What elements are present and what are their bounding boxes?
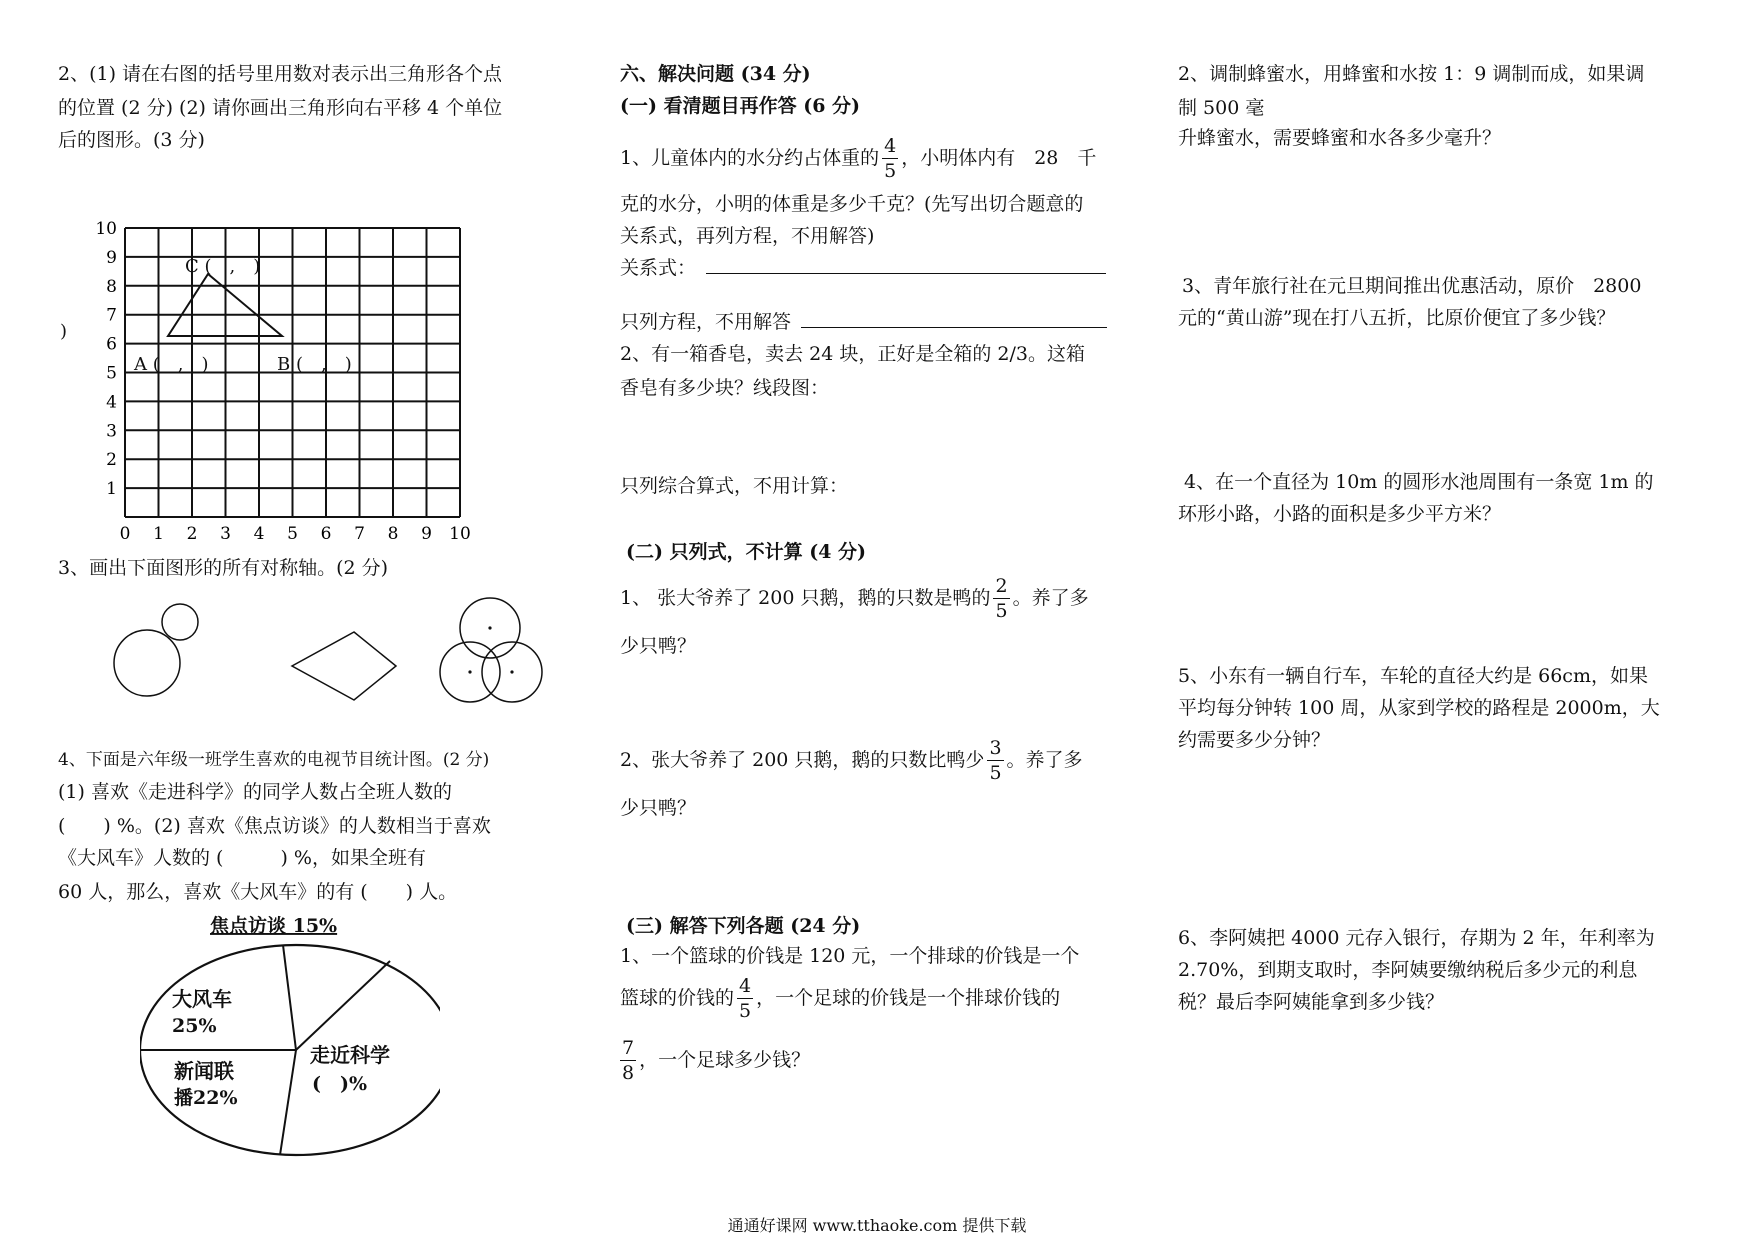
s2q2-line2: 少只鸭？ <box>620 797 697 819</box>
point-a-label: A ( , ) <box>134 354 209 375</box>
fraction-denominator: 5 <box>989 762 1002 784</box>
pie-divider <box>283 945 296 1050</box>
p1-equation <box>620 306 1107 338</box>
s2q1-line1 <box>620 568 1089 628</box>
center-dot <box>488 626 491 629</box>
y-tick-label: 1 <box>106 479 117 500</box>
x-tick-label: 4 <box>253 524 265 544</box>
pie-title: 焦点访谈 15% <box>210 915 338 937</box>
r2-line1: 2、调制蜂蜜水，用蜂蜜和水按 1：9 调制而成，如果调 <box>1178 63 1645 85</box>
s2q1-text-b: 。养了多 <box>1012 587 1089 609</box>
center-dot <box>510 670 513 673</box>
q4-line3: ( ) %。(2) 喜欢《焦点访谈》的人数相当于喜欢 <box>58 815 491 837</box>
fraction-4-5 <box>737 977 753 1021</box>
x-tick-label: 9 <box>421 524 432 544</box>
y-tick-label: 9 <box>106 247 117 268</box>
symmetry-figures <box>100 596 580 721</box>
large-circle <box>114 630 180 696</box>
s2q1-line2: 少只鸭？ <box>620 635 697 657</box>
slice-label: 25% <box>172 1015 217 1037</box>
equation-answer-line[interactable] <box>801 309 1107 328</box>
s3q1-text-d: ，一个足球多少钱？ <box>639 1049 811 1071</box>
side-mark: ) <box>60 321 68 342</box>
y-tick-label: 8 <box>106 276 117 297</box>
s3q1-line2 <box>620 968 1060 1028</box>
slice-label: 大风车 <box>172 987 232 1011</box>
fraction-3-5 <box>987 739 1003 783</box>
p2-line2: 香皂有多少块？线段图： <box>620 377 830 399</box>
y-tick-label: 6 <box>106 334 117 355</box>
q4-line5: 60 人，那么，喜欢《大风车》的有 ( ) 人。 <box>58 881 458 903</box>
r5-line2: 平均每分钟转 100 周，从家到学校的路程是 2000m，大 <box>1178 697 1660 719</box>
y-tick-label: 7 <box>106 305 117 326</box>
y-tick-label: 3 <box>106 421 117 442</box>
point-c-label: C ( , ) <box>185 256 261 277</box>
s2q2-line1 <box>620 730 1083 790</box>
relation-label: 关系式： <box>620 257 697 279</box>
y-tick-label: 5 <box>106 363 117 384</box>
pie-divider <box>296 961 390 1050</box>
fraction-numerator: 4 <box>884 135 897 157</box>
x-tick-label: 0 <box>119 524 131 544</box>
x-tick-label: 3 <box>220 524 231 544</box>
right-column <box>1178 0 1718 1240</box>
slice-label: ( )% <box>312 1073 368 1095</box>
y-tick-label: 4 <box>106 392 117 413</box>
s2q2-text-b: 。养了多 <box>1006 749 1083 771</box>
q4-line4: 《大风车》人数的 ( ) %，如果全班有 <box>58 847 426 869</box>
s3q1-line1: 1、一个篮球的价钱是 120 元，一个排球的价钱是一个 <box>620 945 1080 967</box>
p2-line3: 只列综合算式，不用计算： <box>620 475 849 497</box>
r5-line3: 约需要多少分钟？ <box>1178 729 1331 751</box>
r4-line1: 4、在一个直径为 10m 的圆形水池周围有一条宽 1m 的 <box>1184 471 1654 493</box>
r2-line3: 升蜂蜜水，需要蜂蜜和水各多少毫升？ <box>1178 127 1502 149</box>
y-tick-label: 10 <box>95 219 117 239</box>
s2q2-text-a: 2、张大爷养了 200 只鹅，鹅的只数比鸭少 <box>620 749 985 771</box>
s3q1-line3 <box>620 1030 810 1090</box>
x-tick-label: 2 <box>186 524 198 544</box>
fraction-denominator: 5 <box>995 600 1008 622</box>
slice-label: 播22% <box>174 1087 238 1109</box>
pie-divider <box>280 1050 296 1155</box>
point-b-label: B ( , ) <box>277 354 352 375</box>
r2-line2: 制 500 毫 <box>1178 97 1265 119</box>
fraction-denominator: 8 <box>622 1062 635 1084</box>
p1-line3: 关系式，再列方程，不用解答) <box>620 225 875 247</box>
x-tick-label: 1 <box>153 524 164 544</box>
middle-column <box>620 0 1160 1240</box>
r5-line1: 5、小东有一辆自行车，车轮的直径大约是 66cm，如果 <box>1178 665 1648 687</box>
q2-line2: 的位置 (2 分) (2) 请你画出三角形向右平移 4 个单位 <box>58 97 503 119</box>
p1-line1 <box>620 128 1096 188</box>
r6-line3: 税？最后李阿姨能拿到多少钱？ <box>1178 991 1445 1013</box>
q2-line1: 2、(1) 请在右图的括号里用数对表示出三角形各个点 <box>58 63 503 85</box>
subsection-3: (三) 解答下列各题 (24 分) <box>626 915 861 937</box>
slice-label: 走近科学 <box>310 1043 390 1067</box>
coordinate-grid <box>50 180 530 560</box>
r3-line2: 元的“黄山游”现在打八五折，比原价便宜了多少钱？ <box>1178 307 1616 329</box>
left-column <box>0 0 600 1240</box>
grid-x-labels <box>120 524 471 544</box>
s3q1-text-c: ，一个足球的价钱是一个排球价钱的 <box>756 987 1061 1009</box>
p2-line1: 2、有一箱香皂，卖去 24 块，正好是全箱的 2/3。这箱 <box>620 343 1085 365</box>
fraction-4-5 <box>882 137 898 181</box>
p1-text-b: ，小明体内有 28 千 <box>901 147 1097 169</box>
q4-line2: (1) 喜欢《走进科学》的同学人数占全班人数的 <box>58 781 452 803</box>
y-tick-label: 2 <box>106 450 117 471</box>
fraction-numerator: 2 <box>995 575 1008 597</box>
x-tick-label: 6 <box>320 524 332 544</box>
p1-relation <box>620 252 1106 284</box>
pie-chart <box>140 910 440 1160</box>
fraction-numerator: 4 <box>739 975 752 997</box>
q4-line1: 4、下面是六年级一班学生喜欢的电视节目统计图。(2 分) <box>58 750 490 770</box>
rhombus <box>292 632 396 700</box>
fraction-denominator: 5 <box>884 160 897 182</box>
grid-y-labels <box>95 219 117 499</box>
x-tick-label: 8 <box>387 524 399 544</box>
fraction-denominator: 5 <box>739 1000 752 1022</box>
r6-line2: 2.70%，到期支取时，李阿姨要缴纳税后多少元的利息 <box>1178 959 1638 981</box>
s3q1-text-b: 篮球的价钱的 <box>620 987 735 1009</box>
slice-label: 新闻联 <box>174 1059 234 1083</box>
section-title: 六、解决问题 (34 分) <box>620 63 811 85</box>
subsection-2: (二) 只列式，不计算 (4 分) <box>626 541 867 563</box>
center-dot <box>468 670 471 673</box>
r3-line1: 3、青年旅行社在元旦期间推出优惠活动，原价 2800 <box>1182 275 1642 297</box>
q2-line3: 后的图形。(3 分) <box>58 129 205 151</box>
r6-line1: 6、李阿姨把 4000 元存入银行，存期为 2 年，年利率为 <box>1178 927 1655 949</box>
subsection-1: (一) 看清题目再作答 (6 分) <box>620 95 861 117</box>
fraction-numerator: 3 <box>989 737 1002 759</box>
x-tick-label: 10 <box>449 524 471 544</box>
x-tick-label: 5 <box>287 524 298 544</box>
fraction-numerator: 7 <box>622 1037 635 1059</box>
x-tick-label: 7 <box>354 524 365 544</box>
p1-line2: 克的水分，小明的体重是多少千克？(先写出切合题意的 <box>620 193 1084 215</box>
relation-answer-line[interactable] <box>706 255 1106 274</box>
p1-text-a: 1、儿童体内的水分约占体重的 <box>620 147 880 169</box>
fraction-2-5 <box>993 577 1009 621</box>
small-circle <box>162 604 198 640</box>
equation-label: 只列方程，不用解答 <box>620 311 792 333</box>
r4-line2: 环形小路，小路的面积是多少平方米？ <box>1178 503 1502 525</box>
footer-credit: 通通好课网 www.tthaoke.com 提供下载 <box>727 1216 1027 1235</box>
s2q1-text-a: 1、 张大爷养了 200 只鹅，鹅的只数是鸭的 <box>620 587 991 609</box>
fraction-7-8 <box>620 1039 636 1083</box>
q3-text: 3、画出下面图形的所有对称轴。(2 分) <box>58 557 389 579</box>
